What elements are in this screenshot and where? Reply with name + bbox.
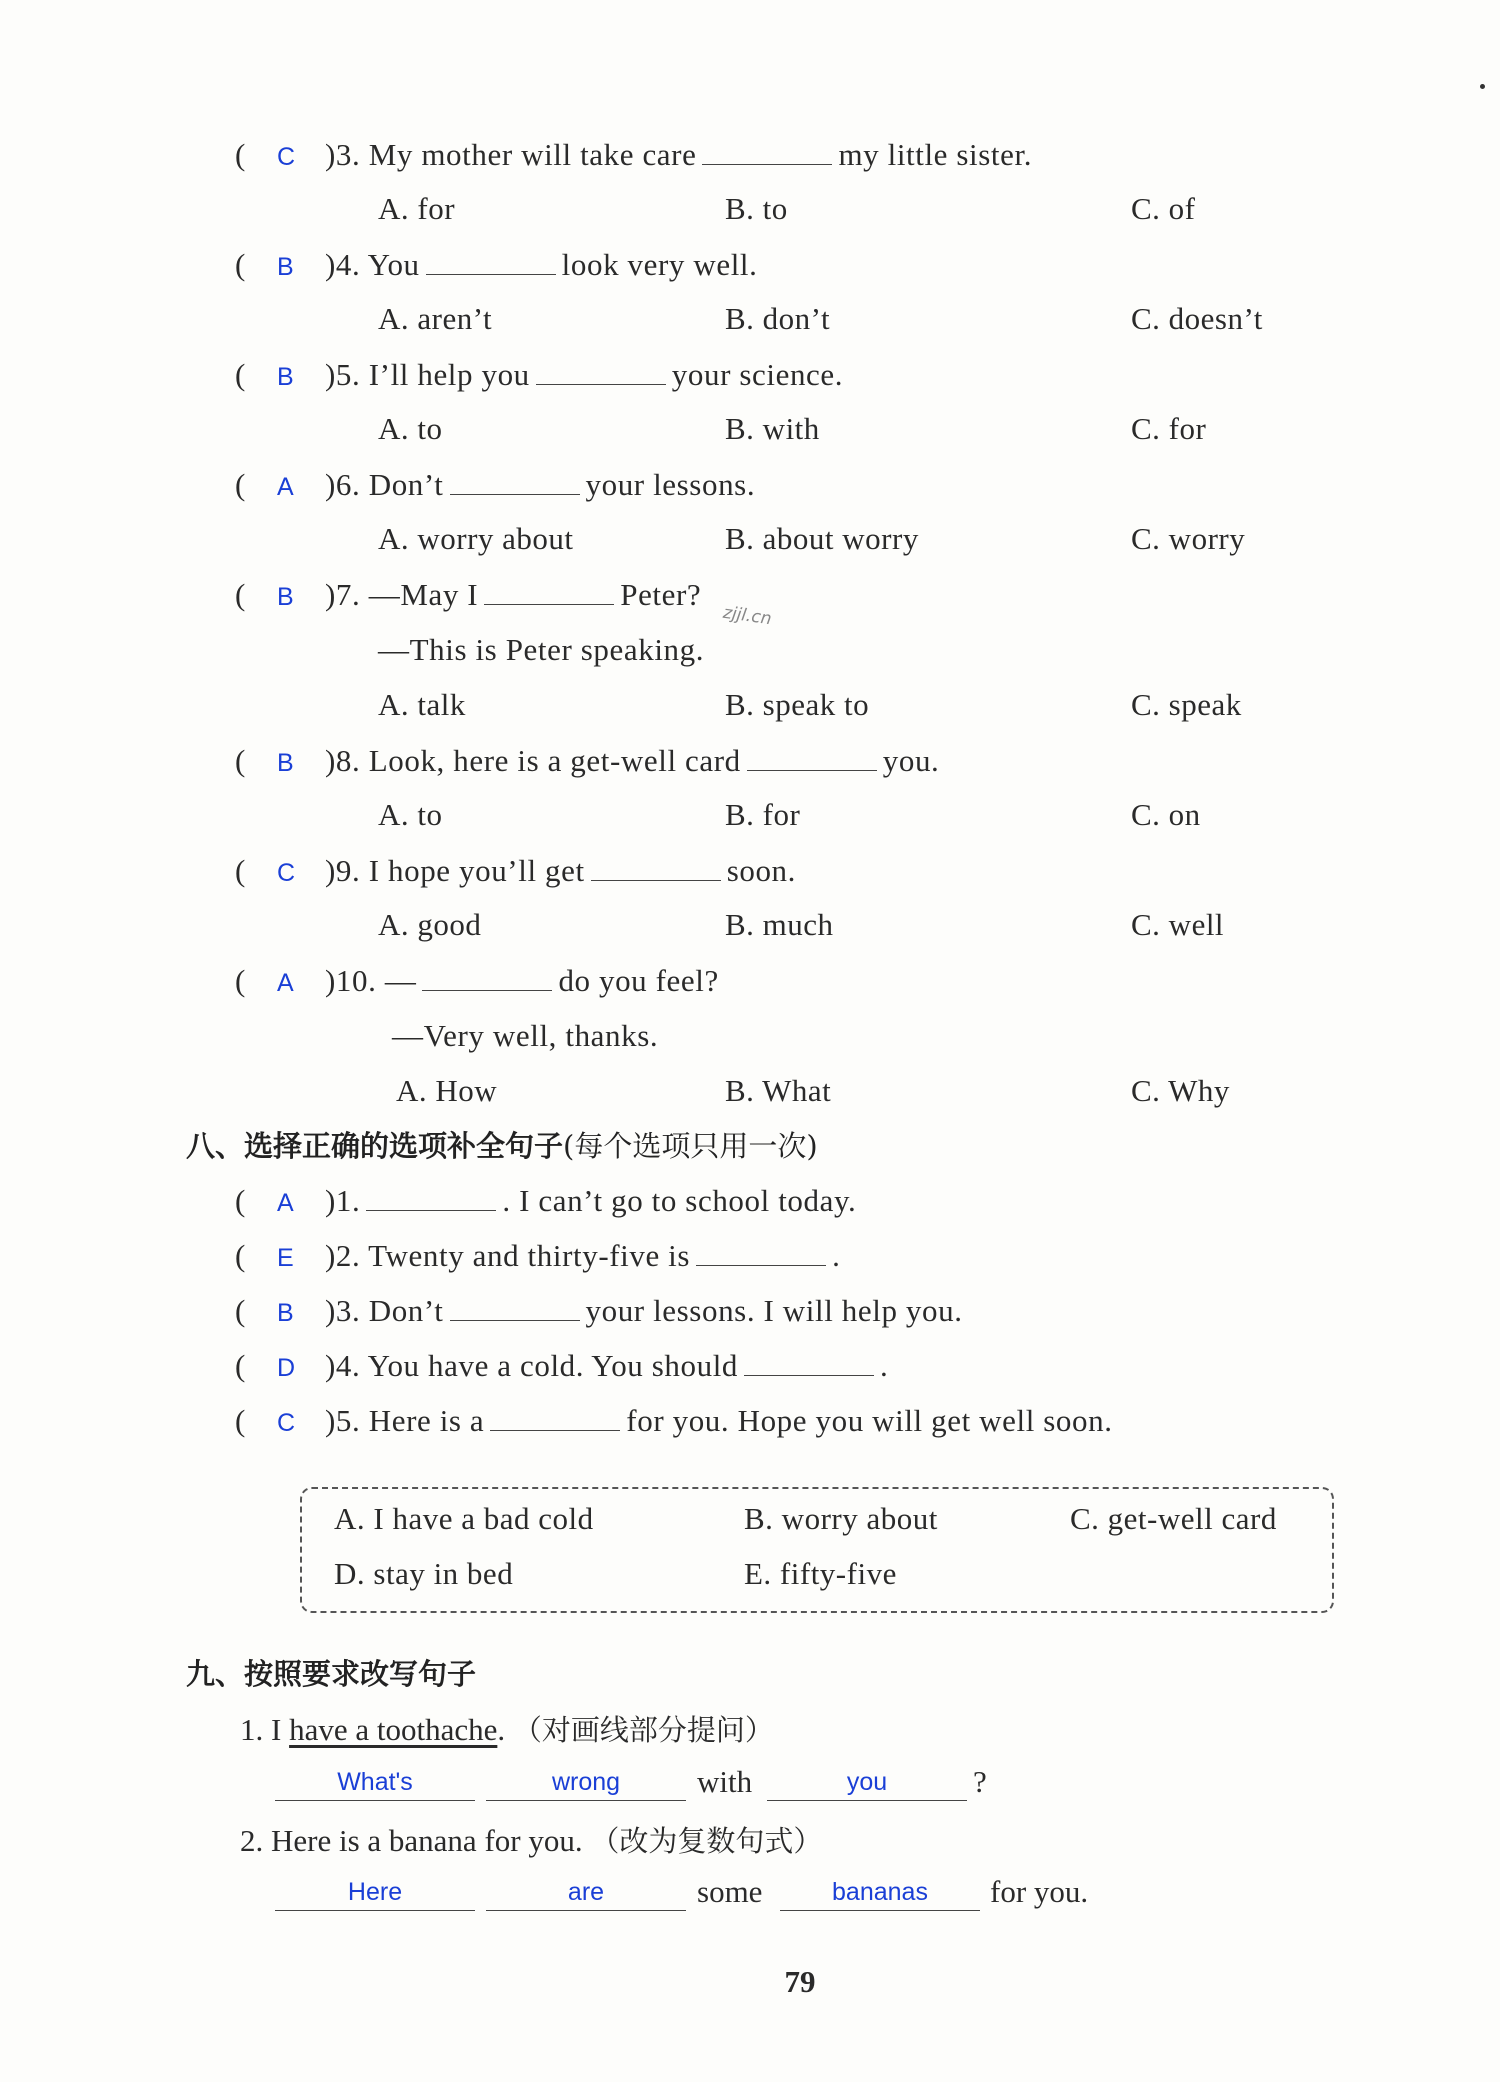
- answer-paren: (: [235, 357, 246, 392]
- blank: [591, 854, 721, 881]
- box-option-d: D. stay in bed: [334, 1556, 514, 1591]
- box-option-e: E. fifty-five: [744, 1556, 897, 1591]
- section-8-question-3: )3. Don’t your lessons. I will help you.: [325, 1293, 963, 1328]
- blank: [426, 248, 556, 275]
- blank: [366, 1184, 496, 1211]
- option-a: A. good: [378, 907, 482, 942]
- answer-q3: C: [277, 143, 296, 171]
- option-a: A. talk: [378, 687, 466, 722]
- answer-q5: B: [277, 363, 294, 391]
- option-a: A. to: [378, 797, 443, 832]
- question-10: )10. — do you feel?: [325, 963, 719, 998]
- question-8: )8. Look, here is a get-well card you.: [325, 743, 940, 778]
- question-4: )4. You look very well.: [325, 247, 758, 282]
- option-b: B. with: [725, 411, 820, 446]
- box-option-b: B. worry about: [744, 1501, 938, 1536]
- margin-dot: [1480, 84, 1485, 89]
- section-8-question-2: )2. Twenty and thirty-five is .: [325, 1238, 841, 1273]
- option-c: C. speak: [1131, 687, 1242, 722]
- answer-paren: (: [235, 963, 246, 998]
- rewrite-word: some: [697, 1874, 763, 1909]
- blank: [696, 1239, 826, 1266]
- section-8-question-4: )4. You have a cold. You should .: [325, 1348, 889, 1383]
- question-mark: ?: [973, 1764, 987, 1799]
- answer-paren: (: [235, 137, 246, 172]
- option-c: C. on: [1131, 797, 1201, 832]
- answer-paren: (: [235, 1293, 246, 1328]
- answer-paren: (: [235, 247, 246, 282]
- section-8-question-1: )1. . I can’t go to school today.: [325, 1183, 857, 1218]
- answer-fill: What's: [275, 1764, 475, 1801]
- answer-fill: are: [486, 1874, 686, 1911]
- rewrite-word: with: [697, 1764, 753, 1799]
- blank: [747, 744, 877, 771]
- section-9-heading: 九、按照要求改写句子: [186, 1657, 477, 1691]
- answer-q7: B: [277, 583, 294, 611]
- answer-q4: B: [277, 253, 294, 281]
- option-b: B. much: [725, 907, 834, 942]
- option-a: A. aren’t: [378, 301, 493, 336]
- option-c: C. of: [1131, 191, 1196, 226]
- answer-fill: you: [767, 1764, 967, 1801]
- answer-paren: (: [235, 743, 246, 778]
- answer-paren: (: [235, 1403, 246, 1438]
- page-number: 79: [784, 1964, 816, 1999]
- answer-paren: (: [235, 1348, 246, 1383]
- answer-q6: A: [277, 473, 294, 501]
- blank: [450, 468, 580, 495]
- answer-paren: (: [235, 577, 246, 612]
- option-b: B. for: [725, 797, 801, 832]
- option-c: C. for: [1131, 411, 1207, 446]
- option-b: B. don’t: [725, 301, 831, 336]
- box-option-a: A. I have a bad cold: [334, 1501, 594, 1536]
- answer-8-3: B: [277, 1299, 294, 1327]
- answer-8-5: C: [277, 1409, 296, 1437]
- question-3: )3. My mother will take care my little sister.: [325, 137, 1033, 172]
- blank: [484, 578, 614, 605]
- watermark: zjjl.cn: [721, 602, 773, 630]
- answer-8-1: A: [277, 1189, 294, 1217]
- section-8-heading: 八、选择正确的选项补全句子(每个选项只用一次): [186, 1129, 818, 1163]
- question-6: )6. Don’t your lessons.: [325, 467, 756, 502]
- answer-fill: wrong: [486, 1764, 686, 1801]
- option-box: [300, 1487, 1334, 1613]
- answer-fill: Here: [275, 1874, 475, 1911]
- option-a: A. to: [378, 411, 443, 446]
- box-option-c: C. get-well card: [1070, 1501, 1277, 1536]
- underlined-phrase: have a toothache: [289, 1712, 498, 1747]
- answer-q8: B: [277, 749, 294, 777]
- section-8-question-5: )5. Here is a for you. Hope you will get well soon.: [325, 1403, 1113, 1438]
- answer-q10: A: [277, 969, 294, 997]
- answer-q9: C: [277, 859, 296, 887]
- answer-paren: (: [235, 1183, 246, 1218]
- rewrite-question-2: 2. Here is a banana for you. （改为复数句式）: [240, 1823, 823, 1858]
- option-c: C. well: [1131, 907, 1225, 942]
- answer-8-2: E: [277, 1244, 294, 1272]
- sentence-end: for you.: [990, 1874, 1089, 1909]
- option-c: C. Why: [1131, 1073, 1230, 1108]
- blank: [702, 138, 832, 165]
- rewrite-question-1: 1. I have a toothache. （对画线部分提问）: [240, 1712, 774, 1747]
- option-c: C. doesn’t: [1131, 301, 1263, 336]
- blank: [490, 1404, 620, 1431]
- blank: [536, 358, 666, 385]
- answer-fill: bananas: [780, 1874, 980, 1911]
- answer-paren: (: [235, 1238, 246, 1273]
- blank: [744, 1349, 874, 1376]
- option-b: B. What: [725, 1073, 832, 1108]
- answer-paren: (: [235, 467, 246, 502]
- answer-paren: (: [235, 853, 246, 888]
- option-b: B. about worry: [725, 521, 919, 556]
- option-b: B. to: [725, 191, 788, 226]
- question-7-response: —This is Peter speaking.: [378, 632, 705, 667]
- question-5: )5. I’ll help you your science.: [325, 357, 844, 392]
- question-10-response: —Very well, thanks.: [392, 1018, 659, 1053]
- option-b: B. speak to: [725, 687, 870, 722]
- option-c: C. worry: [1131, 521, 1246, 556]
- question-7: )7. —May I Peter?: [325, 577, 702, 612]
- option-a: A. How: [396, 1073, 498, 1108]
- blank: [450, 1294, 580, 1321]
- question-9: )9. I hope you’ll get soon.: [325, 853, 797, 888]
- option-a: A. for: [378, 191, 456, 226]
- option-a: A. worry about: [378, 521, 574, 556]
- answer-8-4: D: [277, 1354, 296, 1382]
- blank: [422, 964, 552, 991]
